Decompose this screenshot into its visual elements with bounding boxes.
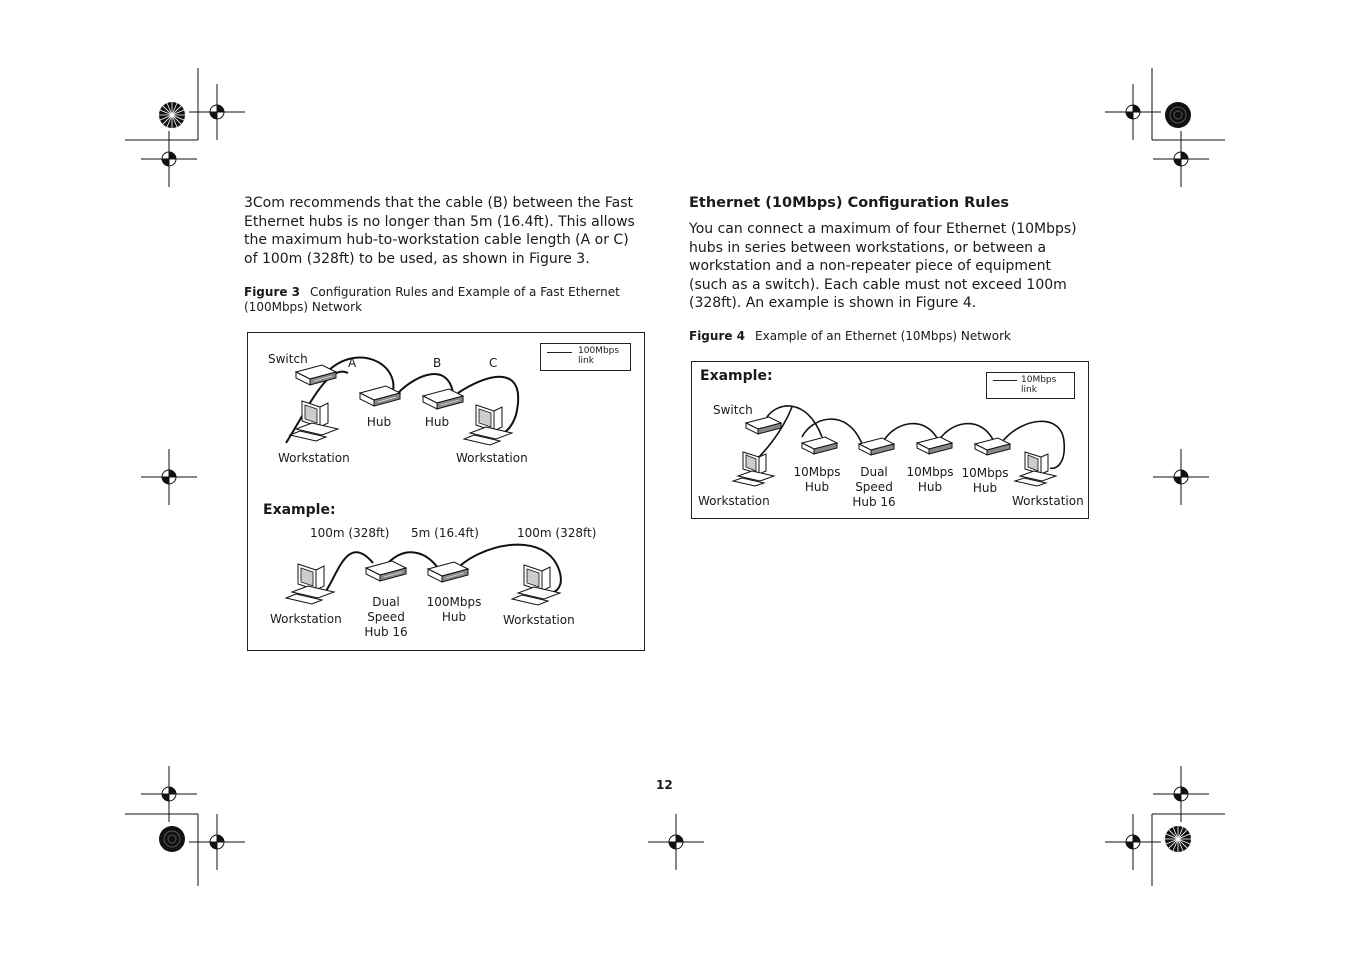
figure3-caption-label: Figure 3	[244, 285, 301, 299]
figure3-legend-text: 100Mbps link	[578, 346, 620, 366]
dual-speed-hub-label	[364, 595, 407, 640]
fig4-hub2-line1: Dual	[860, 465, 888, 479]
fig4-hub3-line2: Hub	[917, 480, 943, 494]
figure4-diagram	[691, 361, 1089, 519]
fig4-workstation-right-label: Workstation	[1012, 494, 1084, 508]
fast-hub-label	[427, 595, 482, 625]
figure3-caption-text: Configuration Rules and Example of a Fast Ethernet (100Mbps) Network	[244, 285, 620, 314]
fig4-hub2-label	[852, 465, 895, 510]
segment-b-label: B	[433, 356, 442, 370]
segment-a-label: A	[348, 356, 357, 370]
legend-line-sample	[547, 352, 572, 353]
legend-line-sample	[993, 380, 1017, 381]
fig4-hub4-line1: 10Mbps	[961, 466, 1009, 480]
fig4-hub4-line2: Hub	[972, 481, 998, 495]
figure4-caption-text: Example of an Ethernet (10Mbps) Network	[755, 329, 1011, 343]
hub2-label: Hub	[424, 415, 450, 429]
dual-speed-hub-line1: Dual	[372, 595, 400, 609]
fig4-hub1-line1: 10Mbps	[793, 465, 841, 479]
fig4-hub4-label	[961, 466, 1008, 496]
bottom-workstation-left-label: Workstation	[270, 612, 342, 626]
fig4-switch-label: Switch	[713, 403, 753, 417]
dual-speed-hub-line3: Hub 16	[364, 625, 408, 639]
workstation-right-label: Workstation	[456, 451, 528, 465]
bottom-workstation-right-label: Workstation	[503, 613, 575, 627]
intro-paragraph: 3Com recommends that the cable (B) between the Fast Ethernet hubs is no longer than 5m (16.4ft). This allows the maximum hub-to-workstation cable length (A or C) of 100m (328ft) to be used, as shown in Figure 3.	[244, 195, 635, 267]
figure4-caption-label: Figure 4	[689, 329, 746, 343]
fig4-workstation-left-label: Workstation	[698, 494, 770, 508]
distance-2-label: 5m (16.4ft)	[411, 526, 479, 540]
ethernet-paragraph: You can connect a maximum of four Ethernet (10Mbps) hubs in series between workstations, or between a workstation and a non-repeater piece of equipment (such as a switch). Each cable must not exceed 100m (328ft). An example is shown in Figure 4.	[689, 221, 1077, 312]
distance-3-label: 100m (328ft)	[517, 526, 597, 540]
fig4-hub3-line1: 10Mbps	[906, 465, 954, 479]
distance-1-label: 100m (328ft)	[310, 526, 390, 540]
switch-label: Switch	[268, 352, 308, 366]
dual-speed-hub-line2: Speed	[367, 610, 405, 624]
figure4-legend	[986, 372, 1075, 399]
figure3-caption	[244, 285, 642, 315]
fast-hub-line1: 100Mbps	[426, 595, 482, 609]
figure4-caption	[689, 329, 1089, 344]
figure4-legend-text: 10Mbps link	[1021, 375, 1057, 395]
workstation-left-label: Workstation	[278, 451, 350, 465]
figure3-example-label: Example:	[263, 502, 336, 518]
fig4-hub2-line2: Speed	[855, 480, 893, 494]
segment-c-label: C	[489, 356, 498, 370]
fig4-hub1-line2: Hub	[804, 480, 830, 494]
page-number: 12	[656, 778, 673, 792]
figure4-example-label: Example:	[700, 368, 773, 384]
hub1-label: Hub	[366, 415, 392, 429]
figure3-diagram	[247, 332, 645, 651]
section-heading: Ethernet (10Mbps) Configuration Rules	[689, 195, 1010, 211]
fast-hub-line2: Hub	[441, 610, 467, 624]
fig4-hub3-label	[906, 465, 953, 495]
figure3-legend	[540, 343, 631, 371]
fig4-hub1-label	[793, 465, 840, 495]
fig4-hub2-line3: Hub 16	[852, 495, 896, 509]
